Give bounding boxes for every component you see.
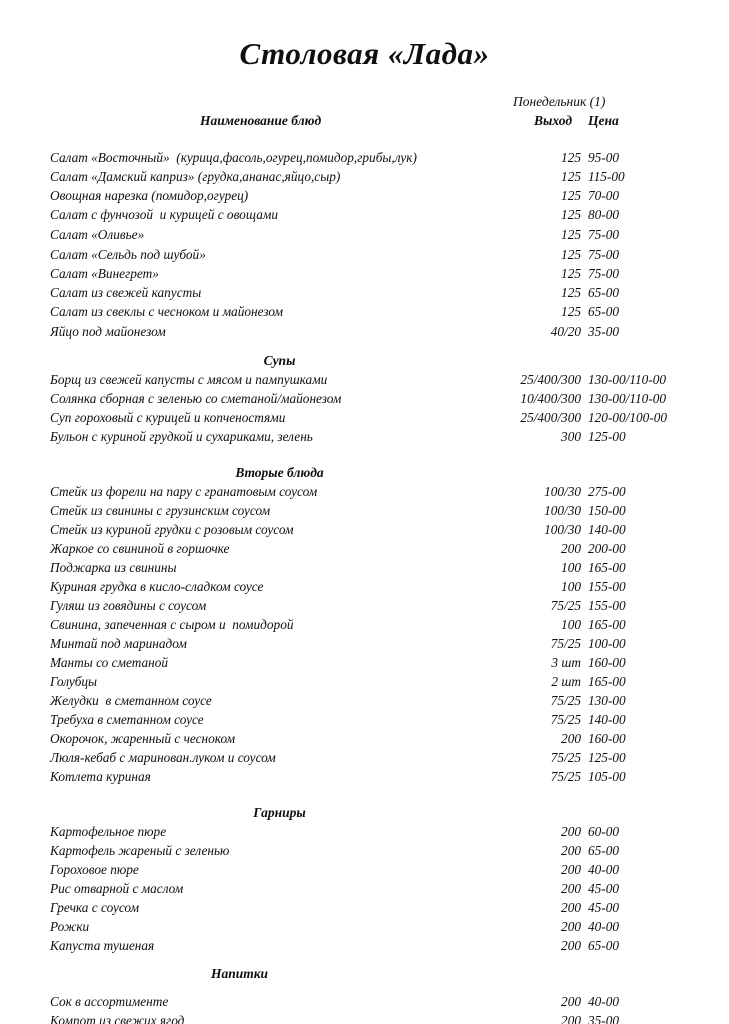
- dish-name: Гречка с соусом: [50, 900, 140, 915]
- dish-output: 200: [561, 1013, 581, 1024]
- page-title: Столовая «Лада»: [239, 36, 490, 71]
- dish-name: Салат с фунчозой и курицей с овощами: [50, 207, 278, 222]
- menu-row: [0, 148, 729, 167]
- dish-name: Куриная грудка в кисло-сладком соусе: [50, 579, 264, 594]
- dish-price: 115-00: [588, 169, 625, 184]
- section-heading: Супы: [263, 353, 296, 368]
- dish-price: 65-00: [588, 938, 620, 953]
- dish-price: 80-00: [588, 207, 620, 222]
- dish-output: 125: [561, 207, 581, 222]
- dish-price: 95-00: [588, 150, 620, 165]
- dish-price: 150-00: [588, 503, 626, 518]
- dish-name: Гороховое пюре: [50, 862, 139, 877]
- dish-name: Капуста тушеная: [50, 938, 155, 953]
- menu-body: [0, 148, 729, 1024]
- dish-name: Голубцы: [50, 674, 98, 689]
- dish-price: 275-00: [588, 484, 626, 499]
- dish-output: 100/30: [544, 484, 581, 499]
- dish-name: Картофельное пюре: [50, 824, 167, 839]
- dish-output: 200: [561, 900, 581, 915]
- dish-name: Солянка сборная с зеленью со сметаной/майонезом: [50, 391, 342, 406]
- dish-name: Салат из свеклы с чесноком и майонезом: [50, 304, 283, 319]
- menu-row: [0, 653, 729, 672]
- dish-name: Люля-кебаб с маринован.луком и соусом: [50, 750, 276, 765]
- dish-price: 165-00: [588, 674, 626, 689]
- dish-output: 125: [561, 266, 581, 281]
- dish-output: 40/20: [550, 324, 581, 339]
- dish-name: Салат «Винегрет»: [50, 266, 159, 281]
- dish-price: 65-00: [588, 285, 620, 300]
- dish-output: 200: [561, 994, 581, 1009]
- dish-output: 75/25: [550, 750, 581, 765]
- menu-row: [0, 822, 729, 841]
- dish-output: 75/25: [550, 769, 581, 784]
- dish-output: 75/25: [550, 598, 581, 613]
- dish-price: 40-00: [588, 994, 620, 1009]
- dish-price: 70-00: [588, 188, 620, 203]
- dish-output: 200: [561, 824, 581, 839]
- section-spacer: [0, 342, 729, 351]
- menu-row: [0, 710, 729, 729]
- dish-output: 75/25: [550, 693, 581, 708]
- dish-name: Котлета куриная: [50, 769, 151, 784]
- dish-price: 105-00: [588, 769, 626, 784]
- dish-output: 300: [561, 429, 581, 444]
- table-header: [0, 94, 729, 140]
- dish-output: 125: [561, 150, 581, 165]
- dish-output: 125: [561, 304, 581, 319]
- dish-price: 65-00: [588, 304, 620, 319]
- menu-row: [0, 427, 729, 446]
- dish-price: 45-00: [588, 900, 620, 915]
- section-heading: Вторые блюда: [235, 465, 324, 480]
- dish-name: Стейк из свинины с грузинским соусом: [50, 503, 271, 518]
- dish-name: Стейк из куриной грудки с розовым соусом: [50, 522, 294, 537]
- dish-output: 125: [561, 285, 581, 300]
- menu-row: [0, 321, 729, 342]
- dish-output: 200: [561, 881, 581, 896]
- dish-price: 35-00: [588, 1013, 620, 1024]
- dish-output: 100/30: [544, 522, 581, 537]
- dish-name: Стейк из форели на пару с гранатовым соусом: [50, 484, 318, 499]
- column-header-name: Наименование блюд: [200, 113, 322, 128]
- menu-row: [0, 992, 729, 1011]
- section-spacer: [0, 446, 729, 463]
- dish-price: 130-00/110-00: [588, 391, 667, 406]
- dish-price: 165-00: [588, 560, 626, 575]
- dish-name: Рис отварной с маслом: [50, 881, 184, 896]
- dish-price: 160-00: [588, 731, 626, 746]
- menu-row: [0, 224, 729, 245]
- dish-output: 125: [561, 169, 581, 184]
- menu-row: [0, 408, 729, 427]
- menu-row: [0, 917, 729, 936]
- dish-name: Окорочок, жаренный с чесноком: [50, 731, 236, 746]
- menu-row: [0, 1011, 729, 1024]
- menu-row: [0, 205, 729, 224]
- dish-name: Бульон с куриной грудкой и сухариками, зелень: [50, 429, 313, 444]
- menu-row: [0, 767, 729, 786]
- dish-name: Сок в ассортименте: [50, 994, 169, 1009]
- dish-price: 155-00: [588, 579, 626, 594]
- dish-price: 140-00: [588, 522, 626, 537]
- menu-row: [0, 879, 729, 898]
- dish-name: Борщ из свежей капусты с мясом и пампушками: [50, 372, 328, 387]
- dish-name: Минтай под маринадом: [50, 636, 187, 651]
- dish-price: 120-00/100-00: [588, 410, 668, 425]
- menu-row: [0, 558, 729, 577]
- dish-name: Салат «Восточный» (курица,фасоль,огурец,помидор,грибы,лук): [50, 150, 417, 165]
- menu-row: [0, 577, 729, 596]
- dish-name: Салат «Дамский каприз» (грудка,ананас,яйцо,сыр): [50, 169, 341, 184]
- menu-row: [0, 596, 729, 615]
- dish-price: 125-00: [588, 429, 626, 444]
- menu-row: [0, 264, 729, 283]
- dish-output: 2 шт: [551, 674, 581, 689]
- dish-price: 45-00: [588, 881, 620, 896]
- dish-name: Требуха в сметанном соусе: [50, 712, 204, 727]
- column-header-output: Выход: [534, 113, 573, 128]
- dish-price: 65-00: [588, 843, 620, 858]
- dish-output: 125: [561, 247, 581, 262]
- menu-row: [0, 482, 729, 501]
- menu-row: [0, 167, 729, 186]
- dish-price: 35-00: [588, 324, 620, 339]
- dish-output: 100: [561, 617, 581, 632]
- dish-name: Овощная нарезка (помидор,огурец): [50, 188, 249, 203]
- dish-output: 200: [561, 919, 581, 934]
- dish-price: 40-00: [588, 862, 620, 877]
- section-spacer: [0, 786, 729, 803]
- day-label: Понедельник (1): [513, 94, 606, 109]
- dish-output: 200: [561, 843, 581, 858]
- dish-output: 125: [561, 188, 581, 203]
- dish-name: Салат «Сельдь под шубой»: [50, 247, 206, 262]
- menu-row: [0, 501, 729, 520]
- menu-row: [0, 283, 729, 302]
- dish-price: 125-00: [588, 750, 626, 765]
- dish-output: 75/25: [550, 712, 581, 727]
- dish-name: Поджарка из свинины: [50, 560, 177, 575]
- dish-name: Желудки в сметанном соусе: [50, 693, 212, 708]
- menu-row: [0, 729, 729, 748]
- dish-name: Компот из свежих ягод: [50, 1013, 185, 1024]
- dish-output: 25/400/300: [520, 372, 581, 387]
- dish-name: Гуляш из говядины с соусом: [50, 598, 207, 613]
- dish-price: 75-00: [588, 247, 620, 262]
- dish-output: 25/400/300: [520, 410, 581, 425]
- section-heading: Напитки: [210, 966, 269, 981]
- menu-row: [0, 691, 729, 710]
- dish-price: 160-00: [588, 655, 626, 670]
- section-spacer: [0, 955, 729, 964]
- menu-row: [0, 186, 729, 205]
- menu-row: [0, 748, 729, 767]
- dish-output: 100/30: [544, 503, 581, 518]
- dish-price: 130-00: [588, 693, 626, 708]
- dish-name: Манты со сметаной: [50, 655, 169, 670]
- menu-row: [0, 672, 729, 691]
- dish-name: Рожки: [50, 919, 90, 934]
- menu-row: [0, 389, 729, 408]
- dish-name: Свинина, запеченная с сыром и помидорой: [50, 617, 294, 632]
- dish-output: 200: [561, 938, 581, 953]
- menu-row: [0, 370, 729, 389]
- dish-price: 140-00: [588, 712, 626, 727]
- dish-price: 165-00: [588, 617, 626, 632]
- dish-name: Салат «Оливье»: [50, 227, 145, 242]
- dish-output: 10/400/300: [520, 391, 581, 406]
- dish-name: Жаркое со свининой в горшочке: [50, 541, 230, 556]
- menu-row: [0, 520, 729, 539]
- menu-row: [0, 898, 729, 917]
- menu-row: [0, 539, 729, 558]
- section-spacer: [0, 983, 729, 992]
- dish-price: 60-00: [588, 824, 620, 839]
- dish-output: 3 шт: [551, 655, 581, 670]
- dish-name: Суп гороховый с курицей и копченостями: [50, 410, 286, 425]
- dish-output: 100: [561, 579, 581, 594]
- menu-row: [0, 860, 729, 879]
- dish-price: 100-00: [588, 636, 626, 651]
- menu-row: [0, 615, 729, 634]
- menu-row: [0, 245, 729, 264]
- dish-price: 75-00: [588, 266, 620, 281]
- section-heading: Гарниры: [253, 805, 306, 820]
- menu-row: [0, 936, 729, 955]
- dish-name: Салат из свежей капусты: [50, 285, 202, 300]
- dish-name: Яйцо под майонезом: [50, 324, 166, 339]
- dish-output: 200: [561, 862, 581, 877]
- dish-price: 75-00: [588, 227, 620, 242]
- dish-output: 125: [561, 227, 581, 242]
- menu-row: [0, 302, 729, 321]
- dish-output: 200: [561, 731, 581, 746]
- dish-price: 200-00: [588, 541, 626, 556]
- column-header-price: Цена: [588, 113, 619, 128]
- menu-row: [0, 841, 729, 860]
- menu-row: [0, 634, 729, 653]
- dish-price: 155-00: [588, 598, 626, 613]
- dish-price: 40-00: [588, 919, 620, 934]
- dish-price: 130-00/110-00: [588, 372, 667, 387]
- dish-name: Картофель жареный с зеленью: [50, 843, 230, 858]
- dish-output: 100: [561, 560, 581, 575]
- dish-output: 200: [561, 541, 581, 556]
- dish-output: 75/25: [550, 636, 581, 651]
